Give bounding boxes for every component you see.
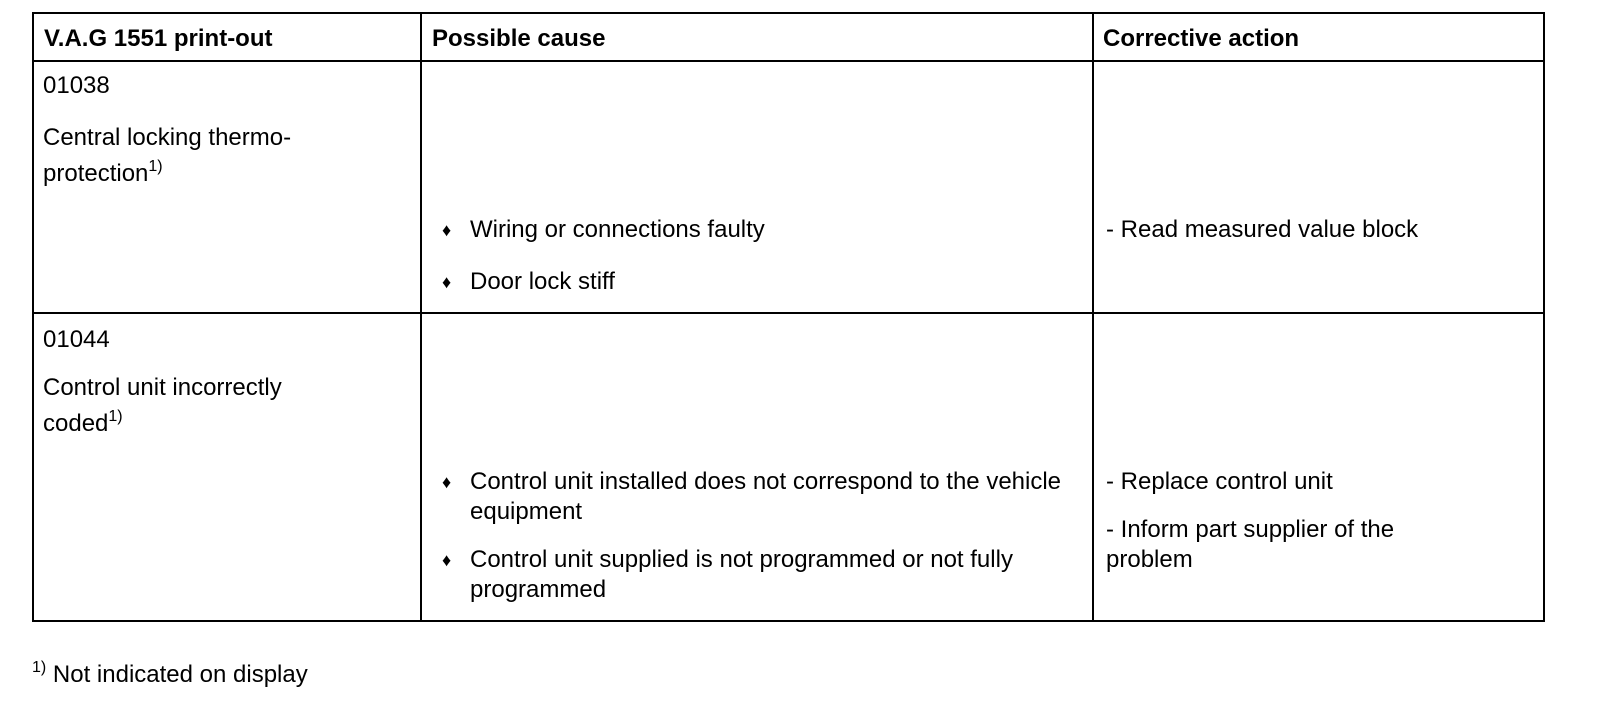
fault-description [43, 120, 343, 192]
fault-code: 01038 [43, 72, 110, 99]
action-cell [1093, 61, 1544, 313]
printout-cell [33, 313, 421, 621]
list-item [442, 545, 1050, 605]
cause-cell [421, 61, 1093, 313]
header-cause [421, 13, 1093, 61]
cause-text: Door lock stiff [470, 268, 615, 295]
cause-text: Control unit installed does not correspond to the vehicle equipment [470, 468, 1062, 525]
fault-code: 01044 [43, 326, 110, 353]
footnote-ref: 1) [108, 408, 123, 425]
header-printout [33, 13, 421, 61]
header-action-label: Corrective action [1103, 25, 1300, 52]
printout-cell [33, 61, 421, 313]
footnote-marker: 1) [32, 659, 47, 676]
action-cell [1093, 313, 1544, 621]
cause-text: Control unit supplied is not programmed or not fully programmed [470, 546, 1013, 603]
footnote [32, 660, 308, 690]
fault-description [43, 370, 343, 442]
list-item [442, 267, 1070, 297]
cause-text: Wiring or connections faulty [470, 216, 765, 243]
action-text: - Replace control unit [1106, 468, 1333, 495]
table-header-row [33, 13, 1544, 61]
header-action [1093, 13, 1544, 61]
footnote-text: Not indicated on display [52, 661, 308, 688]
fault-description-text: Control unit incorrectly coded [43, 374, 282, 437]
cause-list [442, 215, 1070, 297]
table-row [33, 61, 1544, 313]
list-item [442, 215, 1070, 245]
header-printout-label: V.A.G 1551 print-out [44, 25, 273, 52]
fault-description-text: Central locking thermo-protection [43, 124, 292, 187]
diamond-bullet-icon: ♦ [442, 272, 452, 292]
list-item [442, 467, 1070, 527]
header-cause-label: Possible cause [432, 25, 606, 52]
action-text: - Inform part supplier of the problem [1106, 516, 1395, 573]
cause-list [442, 467, 1070, 605]
action-text: - Read measured value block [1106, 216, 1419, 243]
fault-code-table [32, 12, 1545, 622]
footnote-ref: 1) [148, 158, 163, 175]
table-row [33, 313, 1544, 621]
diamond-bullet-icon: ♦ [442, 220, 452, 240]
diamond-bullet-icon: ♦ [442, 550, 452, 570]
cause-cell [421, 313, 1093, 621]
diamond-bullet-icon: ♦ [442, 472, 452, 492]
